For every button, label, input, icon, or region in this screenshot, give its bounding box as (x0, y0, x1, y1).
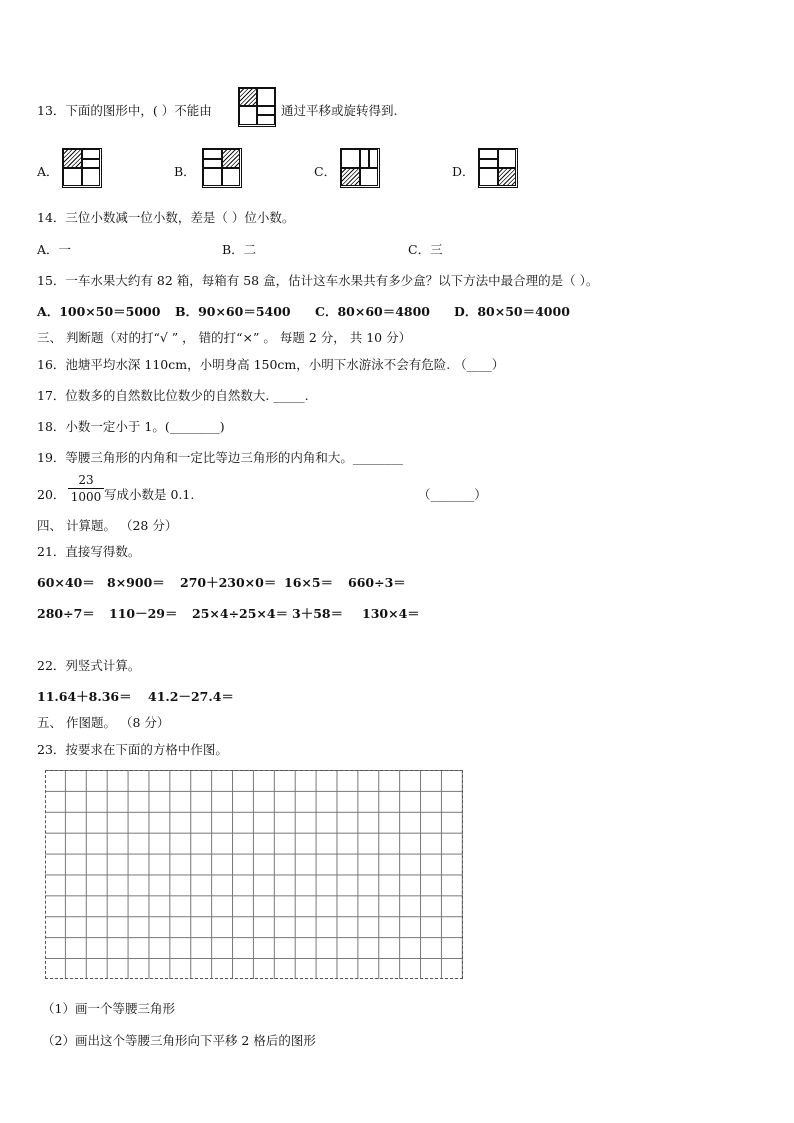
q21-item: 660÷3＝ (348, 575, 406, 590)
section-3-heading: 三、 判断题（对的打“√ ” ， 错的打“×” 。 每题 2 分， 共 10 分） (37, 330, 412, 345)
q21-item: 110－29＝ (109, 606, 178, 621)
q14-option-b: B．二 (222, 242, 257, 257)
q13-text-after: 通过平移或旋转得到. (281, 103, 398, 118)
q20-answer-blank: （_______） (418, 487, 487, 502)
q13-text-before: 13．下面的图形中，( ）不能由 (37, 103, 212, 118)
q21-item: 25×4÷25×4＝ (192, 606, 289, 621)
q21-item: 60×40＝ (37, 575, 95, 590)
q20-fraction (68, 473, 104, 504)
section-4-heading: 四、 计算题。 （28 分） (37, 518, 178, 533)
q22-title: 22．列竖式计算。 (37, 658, 141, 673)
q15-option-a: A．100×50＝5000 (37, 304, 161, 319)
q14-option-c: C．三 (408, 242, 443, 257)
q14-text: 14．三位小数减一位小数，差是（ ）位小数。 (37, 210, 295, 225)
q21-title: 21．直接写得数。 (37, 544, 141, 559)
q13-option-b-label: B． (174, 164, 196, 179)
q22-item-2: 41.2－27.4＝ (148, 689, 234, 704)
q23-sub-1: （1）画一个等腰三角形 (42, 1001, 175, 1016)
q13-option-c-figure (340, 148, 380, 188)
q23-title: 23．按要求在下面的方格中作图。 (37, 742, 228, 757)
drawing-grid[interactable] (45, 770, 463, 979)
q21-item: 3＋58＝ (292, 606, 344, 621)
q23-sub-2: （2）画出这个等腰三角形向下平移 2 格后的图形 (42, 1033, 316, 1048)
q13-option-d-figure (478, 148, 518, 188)
q13-reference-figure (238, 87, 276, 127)
q13-option-d-label: D． (452, 164, 475, 179)
q17-text: 17．位数多的自然数比位数少的自然数大. _____. (37, 388, 309, 403)
q21-item: 270＋230×0＝ (180, 575, 277, 590)
q20-denominator: 1000 (70, 490, 102, 504)
q13-option-a-label: A． (37, 164, 59, 179)
q21-item: 280÷7＝ (37, 606, 95, 621)
q13-option-a-figure (62, 148, 102, 188)
q22-item-1: 11.64＋8.36＝ (37, 689, 132, 704)
q20-numerator: 23 (78, 473, 94, 487)
q20-prefix: 20． (37, 487, 66, 502)
q21-item: 16×5＝ (284, 575, 334, 590)
q18-text: 18．小数一定小于 1。(________) (37, 419, 225, 434)
section-5-heading: 五、 作图题。 （8 分） (37, 715, 170, 730)
q21-item: 130×4＝ (362, 606, 420, 621)
q19-text: 19．等腰三角形的内角和一定比等边三角形的内角和大。________ (37, 450, 403, 465)
q13-option-c-label: C． (314, 164, 337, 179)
q13-option-b-figure (202, 148, 242, 188)
q15-option-b: B．90×60＝5400 (175, 304, 291, 319)
q14-option-a: A．一 (37, 242, 72, 257)
q21-item: 8×900＝ (107, 575, 165, 590)
q15-text: 15．一车水果大约有 82 箱，每箱有 58 盒，估计这车水果共有多少盒？以下方法中最合理的是（ ）。 (37, 273, 599, 288)
q15-option-d: D．80×50＝4000 (454, 304, 570, 319)
q20-text: 写成小数是 0.1. (104, 487, 195, 502)
q15-option-c: C．80×60＝4800 (315, 304, 431, 319)
q16-text: 16．池塘平均水深 110cm，小明身高 150cm，小明下水游泳不会有危险. （____） (37, 357, 505, 372)
